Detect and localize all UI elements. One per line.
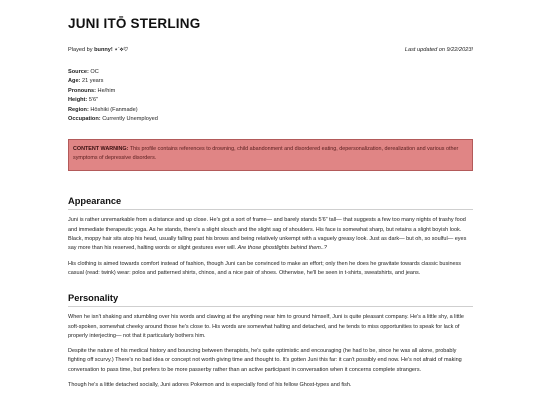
content-warning-text: This profile contains references to drowning, child abandonment and disordered eating, depersonalization, derealization and various other symptoms of depressive disorders. [73, 146, 459, 162]
info-label: Region: [68, 106, 89, 113]
appearance-emphasis: Are those ghostlights behind them..? [237, 245, 327, 252]
personality-paragraph: Though he's a little detached socially, Juni adores Pokemon and is especially fond of his fellow Ghost-types and fish. [68, 382, 352, 388]
info-value: Hōshiki (Fanmade) [90, 106, 138, 113]
appearance-text: Juni is rather unremarkable from a distance and up close. He's got a sort of frame— and barely stands 5'6" tall— that suggests a few too many nights of trashy food and immediate therapeutic yoga. As he stands, there's a slight slouch and the slight sag of shoulders. His face is somewhat sharp, but retains a slight boyish look. Black, moppy hair sits atop his head, usually falling past his brows and being relatively unkempt with a vaguely greasy look. Just as dark— but oh, so soulful— eyes say more than his reserved, halting words or slight gestures ever will. [68, 217, 467, 252]
info-value: He/him [97, 87, 116, 94]
personality-paragraph: Despite the nature of his medical history and bouncing between therapists, he's quite optimistic and encouraging (he had to be, since he was all alone, probably fighting off scurvy.) There's no bad idea or concept not worth giving time and thought to. It's gotten Juni this far: it can't possibly end now. He's not afraid of making conversation to pass time, but prefers to be more passerby rather than an active participant in conversation when it concerns complete strangers. [68, 348, 462, 373]
info-row-occupation [68, 115, 473, 124]
info-row-source [68, 68, 473, 77]
info-label: Age: [68, 78, 81, 85]
section-divider [68, 209, 473, 210]
appearance-paragraph [68, 216, 473, 253]
content-warning-box [68, 139, 473, 171]
page-title: JUNI ITŌ STERLING [68, 16, 201, 31]
info-label: Source: [68, 69, 89, 75]
info-row-age [68, 77, 473, 86]
info-label: Pronouns: [68, 87, 96, 94]
profile-content [68, 16, 473, 390]
info-label: Height: [68, 97, 88, 104]
info-label: Occupation: [68, 116, 101, 123]
info-row-region [68, 106, 473, 115]
info-value: 21 years [82, 78, 104, 85]
section-heading-appearance: Appearance [68, 196, 122, 207]
player-name: bunny! ⋆˙⟡♡ [94, 47, 129, 53]
info-row-height [68, 96, 473, 105]
info-value: Currently Unemployed [102, 116, 158, 123]
content-warning-label: CONTENT WARNING: [73, 146, 129, 153]
appearance-paragraph: His clothing is aimed towards comfort instead of fashion, though Juni can be convinced to make an effort; only then he does he gravitate towards classic business casual (read: twink) wear: polos and patterned shirts, chinos, and a nice pair of shoes. Otherwise, he'll be seen in t-shirts, sweatshirts, and jeans. [68, 260, 462, 276]
section-divider [68, 306, 473, 307]
personality-paragraph: When he isn't shaking and stumbling over his words and clawing at the anything near him to ground himself, Juni is quite pleasant company. He's a little shy, a little soft-spoken, somewhat cheeky around those he's close to. His words are somewhat halting and detached, and he tends to miss opportunities to speak for lack of properly interjecting— not that it particularly bothers him. [68, 314, 464, 339]
meta-row [68, 47, 473, 54]
section-heading-personality: Personality [68, 293, 119, 304]
info-list [68, 68, 473, 124]
last-updated: Last updated on 9/22/2023! [404, 47, 473, 53]
info-value: OC [90, 69, 99, 75]
played-by-line [68, 47, 128, 54]
played-by-label: Played by [68, 47, 93, 53]
info-value: 5'6" [88, 97, 99, 104]
info-row-pronouns [68, 87, 473, 96]
